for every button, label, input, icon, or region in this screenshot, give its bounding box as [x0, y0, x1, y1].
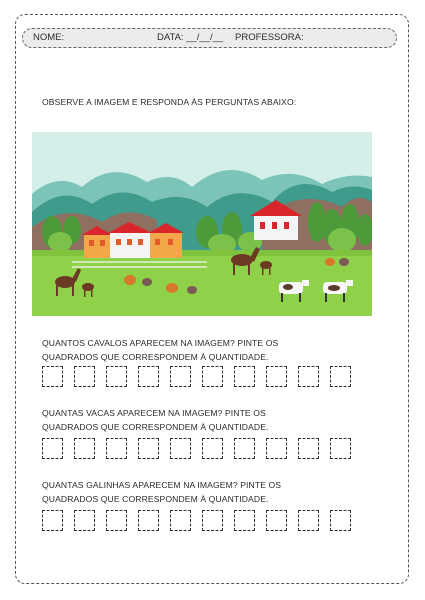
answer-box[interactable] [330, 510, 351, 531]
question-line: QUADRADOS QUE CORRESPONDEM À QUANTIDADE. [42, 352, 269, 362]
answer-boxes-horses [42, 366, 351, 387]
answer-box[interactable] [170, 366, 191, 387]
answer-boxes-chickens [42, 510, 351, 531]
answer-box[interactable] [330, 438, 351, 459]
answer-box[interactable] [74, 510, 95, 531]
question-chickens [42, 478, 372, 506]
question-line: QUANTAS VACAS APARECEM NA IMAGEM? PINTE OS [42, 408, 266, 418]
answer-box[interactable] [266, 438, 287, 459]
answer-box[interactable] [42, 438, 63, 459]
answer-box[interactable] [74, 366, 95, 387]
answer-box[interactable] [74, 438, 95, 459]
question-line: QUADRADOS QUE CORRESPONDEM À QUANTIDADE. [42, 422, 269, 432]
answer-box[interactable] [234, 366, 255, 387]
answer-box[interactable] [234, 438, 255, 459]
answer-box[interactable] [170, 510, 191, 531]
answer-box[interactable] [202, 438, 223, 459]
answer-box[interactable] [42, 366, 63, 387]
answer-box[interactable] [138, 510, 159, 531]
answer-box[interactable] [330, 366, 351, 387]
answer-box[interactable] [234, 510, 255, 531]
answer-box[interactable] [170, 438, 191, 459]
teacher-label: PROFESSORA: [235, 32, 304, 43]
answer-box[interactable] [298, 366, 319, 387]
farm-illustration [32, 132, 372, 316]
name-label: NOME: [33, 32, 65, 43]
answer-box[interactable] [266, 366, 287, 387]
answer-box[interactable] [138, 366, 159, 387]
answer-box[interactable] [138, 438, 159, 459]
answer-box[interactable] [106, 438, 127, 459]
question-cows [42, 406, 372, 434]
date-label: DATA: __/__/__ [157, 32, 224, 43]
answer-box[interactable] [42, 510, 63, 531]
answer-box[interactable] [266, 510, 287, 531]
answer-box[interactable] [298, 510, 319, 531]
answer-box[interactable] [106, 366, 127, 387]
question-line: QUADRADOS QUE CORRESPONDEM À QUANTIDADE. [42, 494, 269, 504]
answer-box[interactable] [202, 510, 223, 531]
answer-box[interactable] [298, 438, 319, 459]
question-line: QUANTAS GALINHAS APARECEM NA IMAGEM? PINTE OS [42, 480, 282, 490]
answer-boxes-cows [42, 438, 351, 459]
instruction-text: OBSERVE A IMAGEM E RESPONDA ÀS PERGUNTAS ABAIXO: [42, 97, 297, 107]
answer-box[interactable] [106, 510, 127, 531]
header-bar [22, 28, 397, 48]
question-horses [42, 336, 372, 364]
question-line: QUANTOS CAVALOS APARECEM NA IMAGEM? PINTE OS [42, 338, 279, 348]
answer-box[interactable] [202, 366, 223, 387]
